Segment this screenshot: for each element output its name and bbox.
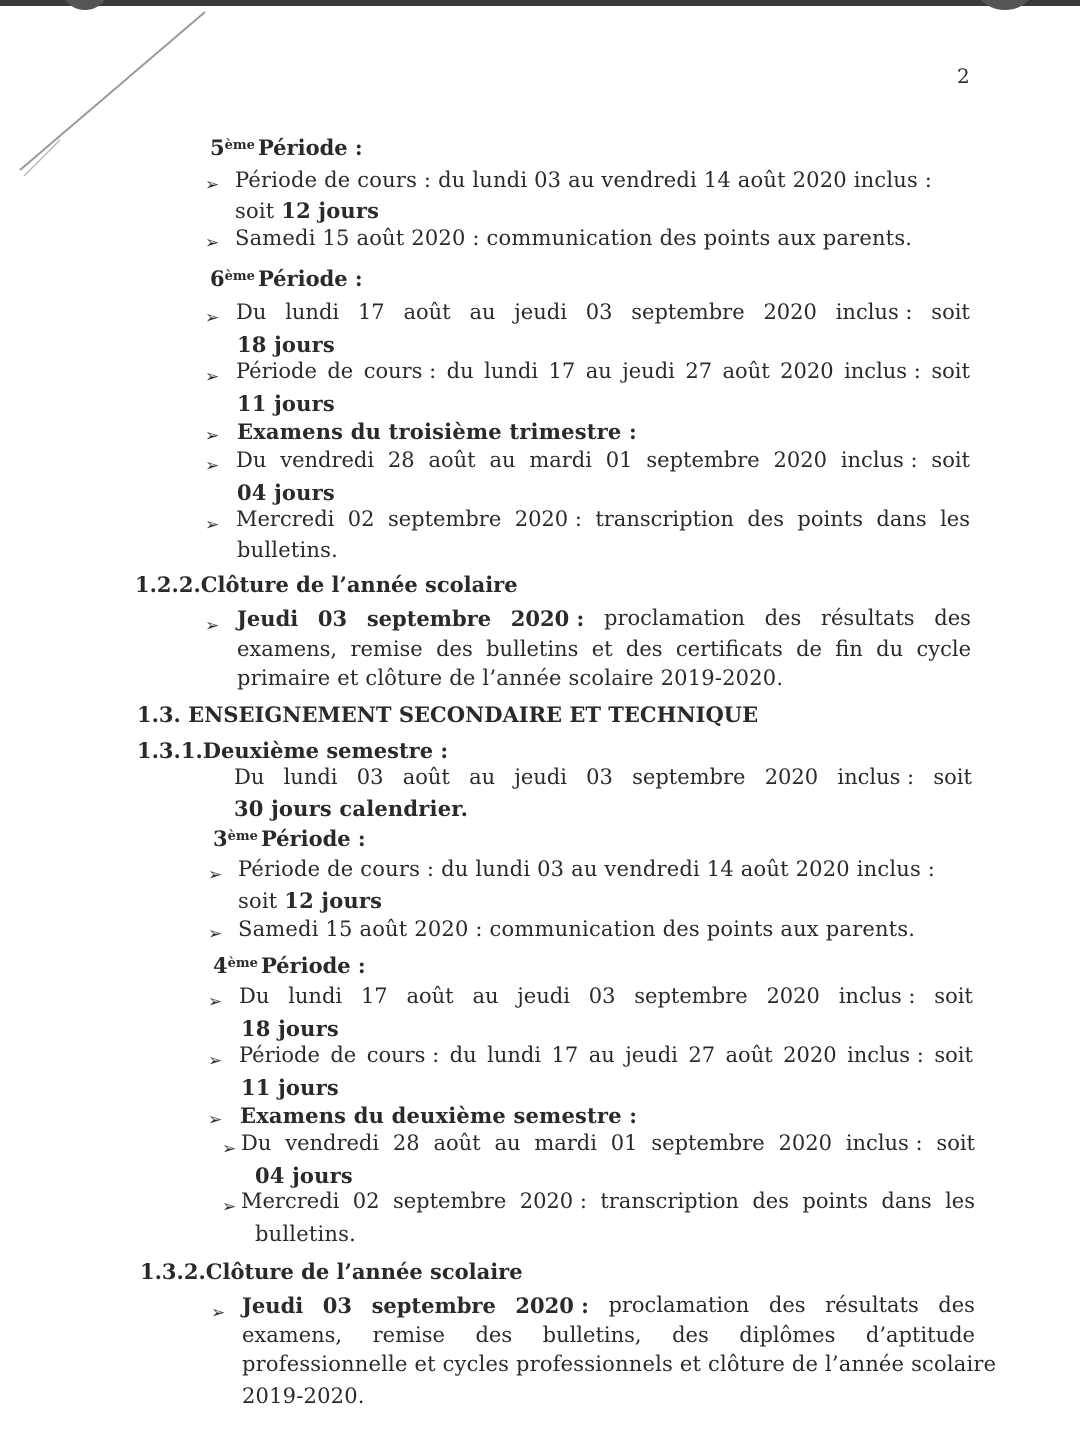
word: bulletins xyxy=(486,637,579,661)
word: août xyxy=(428,448,476,472)
word: examens, xyxy=(242,1323,343,1347)
word: 03 xyxy=(586,765,613,789)
section-1-3-title: 1.3. ENSEIGNEMENT SECONDAIRE ET TECHNIQUE xyxy=(137,702,759,727)
period-3-heading: 3ème Période : xyxy=(213,826,366,851)
word: lundi xyxy=(487,1043,542,1067)
section-1-3-1-title: 1.3.1.Deuxième semestre : xyxy=(137,738,449,763)
p3-bullet-1-line-1: Période de cours : du lundi 03 au vendredi 14 août 2020 inclus : xyxy=(238,857,936,881)
word: au xyxy=(469,300,496,324)
p5-bullet-1-line-2: soit 12 jours xyxy=(235,198,380,223)
p4-bullet-1-line-2: 18 jours xyxy=(241,1016,339,1041)
word: des xyxy=(625,637,663,661)
word: 02 xyxy=(347,507,375,531)
word: 2020 xyxy=(783,1043,837,1067)
word: 2020 xyxy=(764,765,819,789)
word: points xyxy=(802,1189,868,1213)
word: au xyxy=(469,765,496,789)
word: 2020 xyxy=(763,300,817,324)
p6-bullet-2-line-2: 11 jours xyxy=(237,391,335,416)
s131-line-2: 30 jours calendrier. xyxy=(234,796,469,821)
word: lundi xyxy=(283,765,338,789)
p4-bullet-4-line-1 xyxy=(241,1131,975,1155)
word: 03 xyxy=(356,765,384,789)
word: dans xyxy=(881,1189,932,1213)
word: inclus : xyxy=(840,448,918,472)
word: août xyxy=(406,984,454,1008)
p5-bullet-2: Samedi 15 août 2020 : communication des points aux parents. xyxy=(235,226,913,250)
word: lundi xyxy=(288,984,343,1008)
word: 2020 : xyxy=(514,507,582,531)
word: Période xyxy=(236,359,317,383)
word: d’aptitude xyxy=(865,1323,975,1347)
page-fold-mark xyxy=(0,0,230,190)
bullet-icon: ➢ xyxy=(205,456,220,476)
word: août xyxy=(725,1043,773,1067)
bullet-icon: ➢ xyxy=(208,865,223,885)
word: 17 xyxy=(357,300,385,324)
word: 27 xyxy=(685,359,713,383)
period-5-heading: 5ème Période : xyxy=(210,135,363,160)
s132-bullet-line-3: professionnelle et cycles professionnels et clôture de l’année scolaire xyxy=(242,1352,997,1376)
word: 27 xyxy=(688,1043,716,1067)
word: septembre xyxy=(646,448,760,472)
word: soit xyxy=(933,765,972,789)
word: 2020 : xyxy=(519,1189,587,1213)
word: septembre xyxy=(651,1131,765,1155)
p6-bullet-5-line-1 xyxy=(236,507,970,531)
word: 2020 xyxy=(778,1131,832,1155)
word: inclus : xyxy=(837,765,915,789)
s132-bullet-line-1: Jeudi 03 septembre 2020 : proclamation des résultats des xyxy=(242,1293,975,1318)
word: de xyxy=(327,359,354,383)
s122-bullet-line-2 xyxy=(237,637,971,661)
bullet-icon: ➢ xyxy=(205,515,220,535)
bullet-icon: ➢ xyxy=(208,924,223,944)
word: transcription xyxy=(595,507,734,531)
word: des xyxy=(475,1323,513,1347)
p6-bullet-4-line-1 xyxy=(236,448,970,472)
word: Mercredi xyxy=(236,507,335,531)
word: cours : xyxy=(363,359,437,383)
word: soit xyxy=(931,300,970,324)
word: vendredi xyxy=(285,1131,380,1155)
word: Mercredi xyxy=(241,1189,340,1213)
word: inclus : xyxy=(847,1043,924,1067)
s122-bullet-line-3: primaire et clôture de l’année scolaire 2019-2020. xyxy=(237,666,784,690)
word: 17 xyxy=(551,1043,579,1067)
word: certificats xyxy=(675,637,783,661)
p3-bullet-1-line-2: soit 12 jours xyxy=(238,888,383,913)
word: inclus : xyxy=(844,359,921,383)
word: Du xyxy=(241,1131,272,1155)
word: au xyxy=(494,1131,521,1155)
word: Du xyxy=(239,984,270,1008)
p4-bullet-2-line-2: 11 jours xyxy=(241,1075,339,1100)
p4-bullet-3: Examens du deuxième semestre : xyxy=(240,1103,638,1128)
p6-bullet-4-line-2: 04 jours xyxy=(237,480,335,505)
word: du xyxy=(449,1043,477,1067)
word: bulletins, xyxy=(542,1323,642,1347)
word: jeudi xyxy=(517,984,570,1008)
word: 2020 xyxy=(773,448,827,472)
word: 2020 xyxy=(780,359,834,383)
word: 2020 xyxy=(766,984,820,1008)
bullet-icon: ➢ xyxy=(208,1110,223,1130)
word: 01 xyxy=(605,448,633,472)
word: cycle xyxy=(916,637,971,661)
bullet-icon: ➢ xyxy=(205,426,220,446)
word: remise xyxy=(350,637,423,661)
s132-bullet-line-4: 2019-2020. xyxy=(242,1384,365,1408)
bullet-icon: ➢ xyxy=(211,1303,226,1323)
p4-bullet-5-line-2: bulletins. xyxy=(255,1222,356,1246)
bullet-icon: ➢ xyxy=(205,616,220,636)
p6-bullet-1-line-2: 18 jours xyxy=(237,332,335,357)
word: dans xyxy=(876,507,927,531)
word: remise xyxy=(372,1323,445,1347)
period-4-heading: 4ème Période : xyxy=(213,953,366,978)
word: soit xyxy=(931,448,970,472)
word: septembre xyxy=(392,1189,507,1213)
word: septembre xyxy=(631,300,745,324)
word: du xyxy=(876,637,904,661)
word: jeudi xyxy=(514,300,567,324)
word: 28 xyxy=(387,448,415,472)
bullet-icon: ➢ xyxy=(222,1139,237,1159)
word: 02 xyxy=(352,1189,380,1213)
word: au xyxy=(489,448,516,472)
word: points xyxy=(797,507,863,531)
word: septembre xyxy=(632,765,746,789)
word: août xyxy=(722,359,770,383)
p4-bullet-1-line-1 xyxy=(239,984,973,1008)
word: jeudi xyxy=(622,359,675,383)
p6-bullet-2-line-1 xyxy=(236,359,970,383)
word: les xyxy=(940,507,970,531)
word: soit xyxy=(934,984,973,1008)
section-1-2-2-title: 1.2.2.Clôture de l’année scolaire xyxy=(135,572,518,597)
word: et xyxy=(591,637,613,661)
bullet-icon: ➢ xyxy=(205,175,220,195)
word: 17 xyxy=(360,984,388,1008)
word: examens, xyxy=(237,637,338,661)
page-number: 2 xyxy=(957,64,970,88)
word: septembre xyxy=(387,507,502,531)
word: de xyxy=(796,637,822,661)
word: Période xyxy=(239,1043,320,1067)
word: Du xyxy=(236,300,267,324)
s122-bullet-line-1: Jeudi 03 septembre 2020 : proclamation des résultats des xyxy=(237,606,971,631)
word: des xyxy=(747,507,784,531)
s132-bullet-line-2 xyxy=(242,1323,975,1347)
word: des xyxy=(752,1189,789,1213)
word: 17 xyxy=(548,359,576,383)
word: inclus : xyxy=(845,1131,923,1155)
p3-bullet-2: Samedi 15 août 2020 : communication des points aux parents. xyxy=(238,917,916,941)
word: septembre xyxy=(634,984,748,1008)
word: 01 xyxy=(610,1131,638,1155)
bullet-icon: ➢ xyxy=(205,308,220,328)
bullet-icon: ➢ xyxy=(205,233,220,253)
word: mardi xyxy=(534,1131,597,1155)
word: soit xyxy=(934,1043,973,1067)
bullet-icon: ➢ xyxy=(208,1051,223,1071)
word: lundi xyxy=(484,359,539,383)
word: diplômes xyxy=(739,1323,836,1347)
word: du xyxy=(446,359,474,383)
word: de xyxy=(330,1043,357,1067)
p4-bullet-5-line-1 xyxy=(241,1189,975,1213)
word: 28 xyxy=(392,1131,420,1155)
word: jeudi xyxy=(514,765,567,789)
word: soit xyxy=(936,1131,975,1155)
word: mardi xyxy=(529,448,592,472)
word: inclus : xyxy=(835,300,913,324)
section-1-3-2-title: 1.3.2.Clôture de l’année scolaire xyxy=(140,1259,523,1284)
word: au xyxy=(588,1043,615,1067)
word: août xyxy=(402,765,450,789)
word: fin xyxy=(835,637,863,661)
p5-bullet-1-line-1: Période de cours : du lundi 03 au vendredi 14 août 2020 inclus : xyxy=(235,168,933,192)
word: Du xyxy=(236,448,267,472)
word: lundi xyxy=(285,300,340,324)
p4-bullet-2-line-1 xyxy=(239,1043,973,1067)
word: les xyxy=(945,1189,975,1213)
word: au xyxy=(472,984,499,1008)
word: vendredi xyxy=(280,448,375,472)
p6-bullet-5-line-2: bulletins. xyxy=(237,538,338,562)
word: Du xyxy=(234,765,265,789)
p6-bullet-3: Examens du troisième trimestre : xyxy=(237,419,637,444)
bullet-icon: ➢ xyxy=(208,992,223,1012)
word: soit xyxy=(931,359,970,383)
s131-line-1 xyxy=(234,765,972,789)
bullet-icon: ➢ xyxy=(205,367,220,387)
word: inclus : xyxy=(838,984,916,1008)
word: 03 xyxy=(585,300,613,324)
word: jeudi xyxy=(625,1043,678,1067)
word: des xyxy=(672,1323,709,1347)
period-6-heading: 6ème Période : xyxy=(210,266,363,291)
bullet-icon: ➢ xyxy=(222,1197,237,1217)
word: 03 xyxy=(588,984,616,1008)
word: des xyxy=(436,637,473,661)
word: août xyxy=(433,1131,481,1155)
word: août xyxy=(403,300,451,324)
word: transcription xyxy=(600,1189,739,1213)
p4-bullet-4-line-2: 04 jours xyxy=(255,1163,353,1188)
word: au xyxy=(585,359,612,383)
p6-bullet-1-line-1 xyxy=(236,300,970,324)
word: cours : xyxy=(366,1043,440,1067)
